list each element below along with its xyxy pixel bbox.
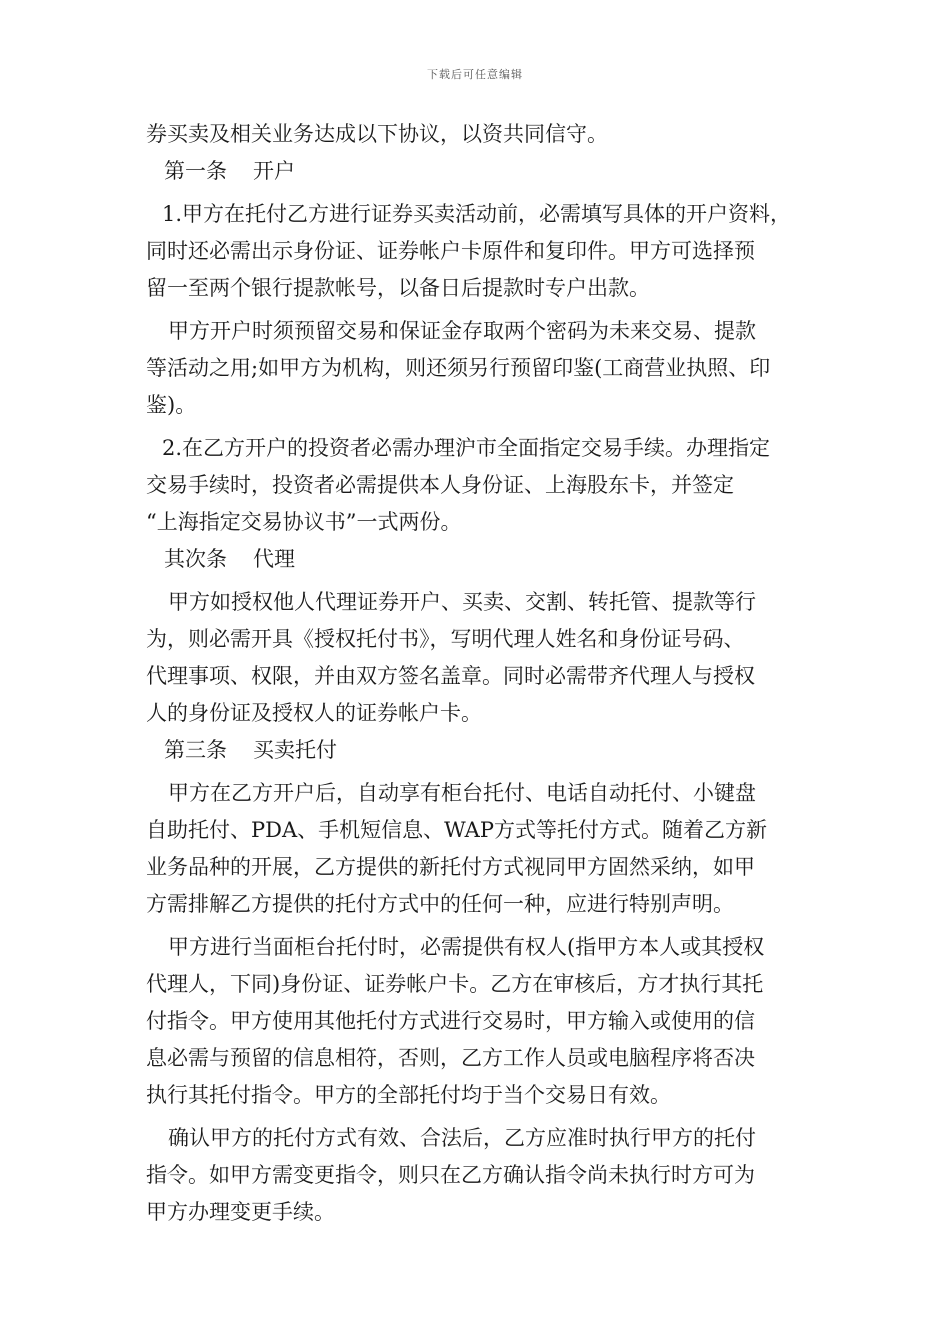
text-line: 同时还必需出示身份证、证券帐户卡原件和复印件。甲方可选择预: [146, 239, 755, 263]
text-line: 2.在乙方开户的投资者必需办理沪市全面指定交易手续。办理指定: [162, 436, 771, 460]
text-line: 方需排解乙方提供的托付方式中的任何一种，应进行特别声明。: [146, 892, 734, 916]
section-title: 代理: [253, 547, 295, 571]
paragraph: [146, 775, 814, 923]
section-heading: [146, 153, 814, 190]
section-heading: [146, 732, 814, 769]
text-line: 业务品种的开展，乙方提供的新托付方式视同甲方固然采纳，如甲: [146, 855, 755, 879]
section-number: 第三条: [164, 738, 227, 762]
text-line: 甲方如授权他人代理证券开户、买卖、交割、转托管、提款等行: [168, 590, 756, 614]
text-line: 甲方在乙方开户后，自动享有柜台托付、电话自动托付、小键盘: [168, 781, 756, 805]
text-line: 券买卖及相关业务达成以下协议，以资共同信守。: [146, 122, 608, 146]
section-number: 第一条: [164, 159, 227, 183]
paragraph: [146, 196, 814, 307]
text-line: 人的身份证及授权人的证券帐户卡。: [146, 701, 482, 725]
text-line: 自助托付、PDA、手机短信息、WAP方式等托付方式。随着乙方新: [146, 818, 767, 842]
section-heading: [146, 541, 814, 578]
text-line: 鉴)。: [146, 393, 197, 417]
text-line: 甲方开户时须预留交易和保证金存取两个密码为未来交易、提款: [168, 319, 756, 343]
text-line: 1.甲方在托付乙方进行证券买卖活动前，必需填写具体的开户资料，: [162, 202, 792, 226]
text-line: 付指令。甲方使用其他托付方式进行交易时，甲方输入或使用的信: [146, 1009, 755, 1033]
paragraph: [146, 929, 814, 1114]
text-line: 执行其托付指令。甲方的全部托付均于当个交易日有效。: [146, 1083, 671, 1107]
paragraph: [146, 116, 814, 153]
text-line: 等活动之用;如甲方为机构，则还须另行预留印鉴(工商营业执照、印: [146, 356, 771, 380]
section-number: 其次条: [164, 547, 227, 571]
text-line: 代理人，下同)身份证、证券帐户卡。乙方在审核后，方才执行其托: [146, 972, 764, 996]
text-line: 确认甲方的托付方式有效、合法后，乙方应准时执行甲方的托付: [168, 1126, 756, 1150]
text-line: 息必需与预留的信息相符，否则，乙方工作人员或电脑程序将否决: [146, 1046, 755, 1070]
text-line: 为，则必需开具《授权托付书》，写明代理人姓名和身份证号码、: [146, 627, 745, 651]
text-line: “上海指定交易协议书”一式两份。: [146, 510, 462, 534]
page-header: 下载后可任意编辑: [427, 68, 523, 81]
paragraph: [146, 584, 814, 732]
section-title: 买卖托付: [253, 738, 337, 762]
paragraph: [146, 1120, 814, 1231]
text-line: 甲方进行当面柜台托付时，必需提供有权人(指甲方本人或其授权: [168, 935, 765, 959]
text-line: 指令。如甲方需变更指令，则只在乙方确认指令尚未执行时方可为: [146, 1163, 755, 1187]
text-line: 留一至两个银行提款帐号，以备日后提款时专户出款。: [146, 276, 650, 300]
document-body: [146, 116, 814, 1231]
paragraph: [146, 313, 814, 424]
text-line: 代理事项、权限，并由双方签名盖章。同时必需带齐代理人与授权: [146, 664, 755, 688]
section-title: 开户: [253, 159, 295, 183]
text-line: 甲方办理变更手续。: [146, 1200, 335, 1224]
paragraph: [146, 430, 814, 541]
text-line: 交易手续时，投资者必需提供本人身份证、上海股东卡，并签定: [146, 473, 734, 497]
